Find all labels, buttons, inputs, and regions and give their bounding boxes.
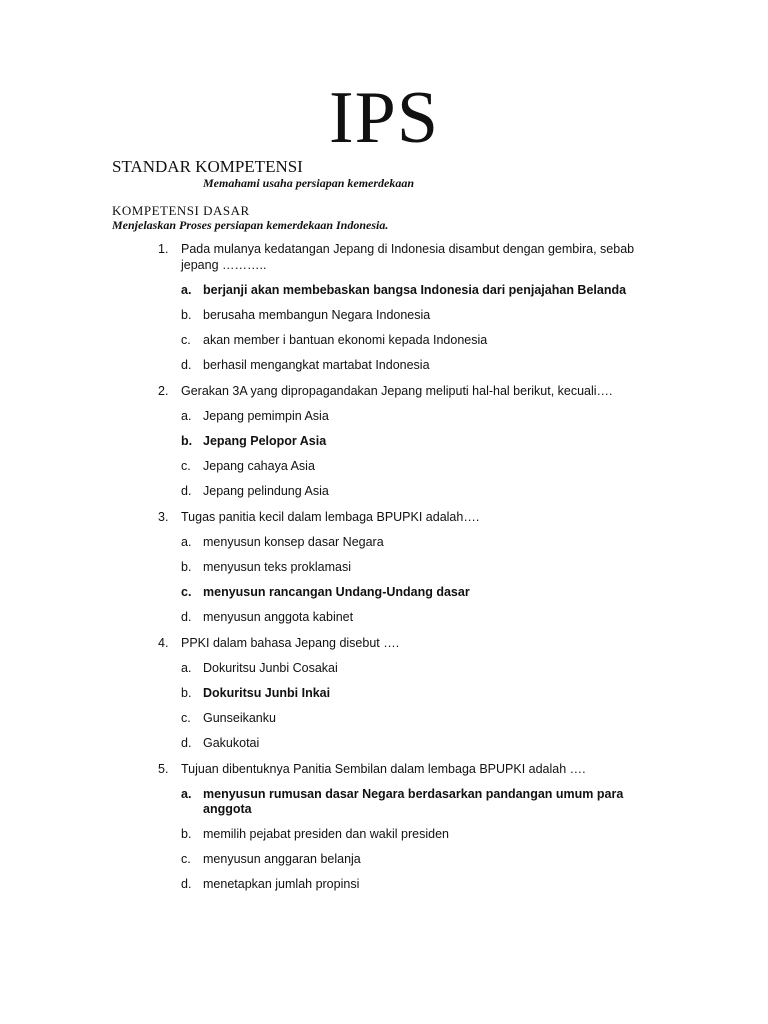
- question-4: [0, 635, 768, 751]
- option-text: menyusun anggaran belanja: [203, 852, 361, 866]
- option-letter: b.: [181, 434, 193, 448]
- question-number: 5.: [158, 762, 169, 776]
- question-number: 4.: [158, 636, 169, 650]
- option-letter: c.: [181, 333, 191, 347]
- option-d: [0, 484, 643, 499]
- option-text: menyusun konsep dasar Negara: [203, 535, 384, 549]
- question-3: [0, 509, 768, 625]
- question-number: 1.: [158, 242, 169, 256]
- option-text: Jepang pelindung Asia: [203, 484, 329, 498]
- option-a: [0, 535, 643, 550]
- option-letter: c.: [181, 585, 192, 599]
- option-letter: a.: [181, 409, 192, 423]
- option-text: menyusun rumusan dasar Negara berdasarkan pandangan umum para anggota: [203, 787, 624, 816]
- option-b: [0, 560, 643, 575]
- option-b: [0, 686, 643, 701]
- option-letter: b.: [181, 560, 192, 574]
- option-c: [0, 711, 643, 726]
- option-letter: b.: [181, 686, 192, 700]
- option-c: [0, 852, 643, 867]
- option-letter: a.: [181, 661, 192, 675]
- question-text: Gerakan 3A yang dipropagandakan Jepang meliputi hal-hal berikut, kecuali….: [181, 384, 613, 398]
- question-number: 2.: [158, 384, 169, 398]
- option-letter: d.: [181, 358, 192, 372]
- option-d: [0, 610, 643, 625]
- option-letter: a.: [181, 787, 192, 801]
- option-c: [0, 333, 643, 348]
- option-text: berusaha membangun Negara Indonesia: [203, 308, 431, 322]
- option-text: memilih pejabat presiden dan wakil presiden: [203, 827, 449, 841]
- question-5: [0, 761, 768, 892]
- question-stem: [0, 509, 641, 525]
- option-text: akan member i bantuan ekonomi kepada Indonesia: [203, 333, 488, 347]
- option-text: Jepang cahaya Asia: [203, 459, 315, 473]
- option-d: [0, 358, 643, 373]
- option-text: berhasil mengangkat martabat Indonesia: [203, 358, 430, 372]
- option-d: [0, 736, 643, 751]
- kompetensi-dasar-text: Menjelaskan Proses persiapan kemerdekaan Indonesia.: [112, 218, 389, 232]
- page-title: IPS: [329, 77, 439, 159]
- option-a: [0, 787, 643, 817]
- kompetensi-dasar-heading: KOMPETENSI DASAR: [112, 203, 250, 218]
- option-text: Jepang Pelopor Asia: [203, 434, 327, 448]
- option-text: berjanji akan membebaskan bangsa Indonesia dari penjajahan Belanda: [203, 283, 627, 297]
- option-a: [0, 409, 643, 424]
- option-letter: b.: [181, 308, 192, 322]
- option-text: Gunseikanku: [203, 711, 276, 725]
- question-text: Tujuan dibentuknya Panitia Sembilan dalam lembaga BPUPKI adalah ….: [181, 762, 586, 776]
- option-b: [0, 308, 643, 323]
- question-text: PPKI dalam bahasa Jepang disebut ….: [181, 636, 400, 650]
- question-stem: [0, 761, 641, 777]
- option-a: [0, 283, 643, 298]
- option-text: menetapkan jumlah propinsi: [203, 877, 360, 891]
- option-text: Jepang pemimpin Asia: [203, 409, 329, 423]
- option-text: Dokuritsu Junbi Cosakai: [203, 661, 338, 675]
- option-letter: d.: [181, 484, 192, 498]
- question-stem: [0, 383, 641, 399]
- option-letter: c.: [181, 711, 191, 725]
- question-text: Pada mulanya kedatangan Jepang di Indonesia disambut dengan gembira, sebab jepang ………..: [181, 242, 635, 272]
- option-letter: d.: [181, 736, 192, 750]
- option-letter: d.: [181, 877, 192, 891]
- option-text: menyusun rancangan Undang-Undang dasar: [203, 585, 470, 599]
- question-list: [0, 241, 768, 902]
- standar-kompetensi-heading: STANDAR KOMPETENSI: [112, 157, 303, 176]
- option-text: Gakukotai: [203, 736, 260, 750]
- option-text: Dokuritsu Junbi Inkai: [203, 686, 331, 700]
- option-letter: d.: [181, 610, 192, 624]
- option-c: [0, 585, 643, 600]
- question-stem: [0, 635, 641, 651]
- option-letter: c.: [181, 852, 191, 866]
- option-b: [0, 434, 643, 449]
- question-2: [0, 383, 768, 499]
- question-stem: [0, 241, 641, 273]
- option-text: menyusun anggota kabinet: [203, 610, 354, 624]
- option-text: menyusun teks proklamasi: [203, 560, 351, 574]
- option-c: [0, 459, 643, 474]
- option-letter: a.: [181, 535, 192, 549]
- option-letter: b.: [181, 827, 192, 841]
- option-a: [0, 661, 643, 676]
- standar-kompetensi-text: Memahami usaha persiapan kemerdekaan: [203, 176, 415, 190]
- question-text: Tugas panitia kecil dalam lembaga BPUPKI adalah….: [181, 510, 480, 524]
- question-number: 3.: [158, 510, 169, 524]
- option-letter: a.: [181, 283, 192, 297]
- option-d: [0, 877, 643, 892]
- option-b: [0, 827, 643, 842]
- option-letter: c.: [181, 459, 191, 473]
- question-1: [0, 241, 768, 373]
